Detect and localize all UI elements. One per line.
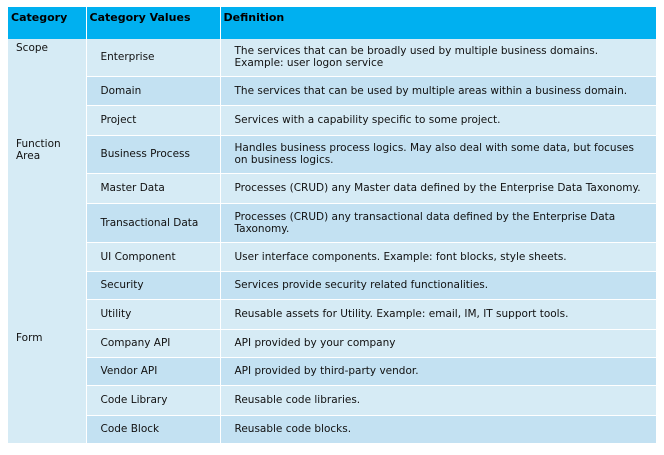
category-value: Code Library xyxy=(86,385,220,415)
category-value: Domain xyxy=(86,76,220,105)
definition: Handles business process logics. May also deal with some data, but focuses on business logics. xyxy=(220,135,656,173)
category-value: Transactional Data xyxy=(86,203,220,242)
category-value: Code Block xyxy=(86,415,220,443)
table-row xyxy=(8,39,656,76)
table-row xyxy=(8,329,656,357)
definition: Services provide security related functionalities. xyxy=(220,271,656,299)
header-category: Category xyxy=(8,7,86,39)
definition: The services that can be broadly used by multiple business domains. Example: user logon service xyxy=(220,39,656,76)
category-value: Company API xyxy=(86,329,220,357)
taxonomy-table xyxy=(8,7,657,444)
definition: Reusable assets for Utility. Example: email, IM, IT support tools. xyxy=(220,299,656,329)
table-row xyxy=(8,271,656,299)
table-header-row xyxy=(8,7,656,39)
definition: Processes (CRUD) any Master data defined by the Enterprise Data Taxonomy. xyxy=(220,173,656,203)
table-row xyxy=(8,76,656,105)
definition: Services with a capability specific to some project. xyxy=(220,105,656,135)
definition: Reusable code blocks. xyxy=(220,415,656,443)
category-value: UI Component xyxy=(86,242,220,271)
category-cell: Function Area xyxy=(8,135,86,329)
definition: Reusable code libraries. xyxy=(220,385,656,415)
definition: User interface components. Example: font blocks, style sheets. xyxy=(220,242,656,271)
category-value: Utility xyxy=(86,299,220,329)
table-row xyxy=(8,242,656,271)
category-cell: Form xyxy=(8,329,86,443)
table-row xyxy=(8,203,656,242)
category-cell: Scope xyxy=(8,39,86,135)
table-row xyxy=(8,299,656,329)
table-row xyxy=(8,135,656,173)
category-value: Security xyxy=(86,271,220,299)
category-value: Enterprise xyxy=(86,39,220,76)
table-row xyxy=(8,385,656,415)
table-row xyxy=(8,415,656,443)
category-value: Vendor API xyxy=(86,357,220,385)
table-row xyxy=(8,105,656,135)
header-definition: Definition xyxy=(220,7,656,39)
definition: API provided by your company xyxy=(220,329,656,357)
category-value: Business Process xyxy=(86,135,220,173)
definition: The services that can be used by multiple areas within a business domain. xyxy=(220,76,656,105)
category-value: Project xyxy=(86,105,220,135)
header-category-values: Category Values xyxy=(86,7,220,39)
table-row xyxy=(8,357,656,385)
category-value: Master Data xyxy=(86,173,220,203)
definition: API provided by third-party vendor. xyxy=(220,357,656,385)
definition: Processes (CRUD) any transactional data defined by the Enterprise Data Taxonomy. xyxy=(220,203,656,242)
table-row xyxy=(8,173,656,203)
